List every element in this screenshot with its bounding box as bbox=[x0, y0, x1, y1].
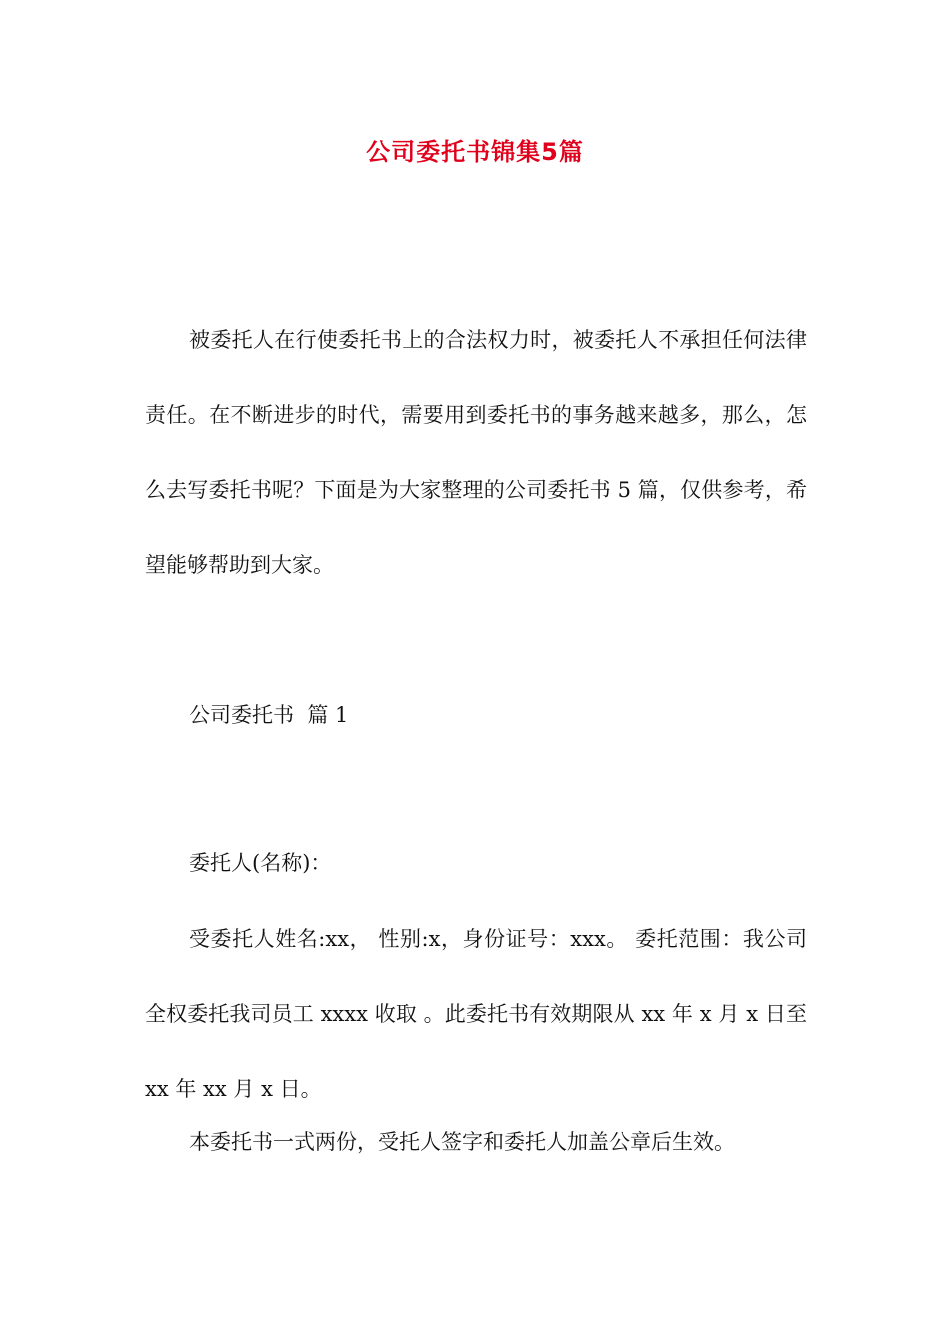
agent-paragraph: 受委托人姓名:xx， 性别:x，身份证号：xxx。 委托范围：我公司全权委托我司员工 xxxx 收取 。此委托书有效期限从 xx 年 x 月 x 日至 xx 年 xx 月 x 日。 bbox=[145, 927, 807, 1101]
intro-paragraph: 被委托人在行使委托书上的合法权力时，被委托人不承担任何法律责任。在不断进步的时代，需要用到委托书的事务越来越多，那么，怎么去写委托书呢？下面是为大家整理的公司委托书 5 篇，仅供参考，希望能够帮助到大家。 bbox=[145, 328, 807, 577]
document-title: 公司委托书锦集5篇 bbox=[366, 138, 584, 166]
principal-line: 委托人(名称)： bbox=[189, 851, 332, 875]
section-heading: 公司委托书 篇 1 bbox=[189, 703, 349, 727]
validity-paragraph: 本委托书一式两份，受托人签字和委托人加盖公章后生效。 bbox=[189, 1130, 735, 1154]
